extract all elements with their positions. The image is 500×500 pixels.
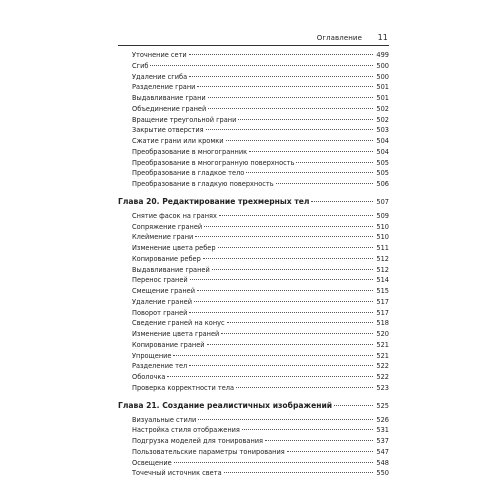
- toc-entry-label: Упрощение: [132, 351, 172, 360]
- toc-entry-page: 521: [376, 340, 389, 349]
- toc-entry-page: 512: [376, 254, 389, 263]
- toc-entry-page: 547: [376, 447, 389, 456]
- toc-entry-label: Снятие фасок на гранях: [132, 211, 217, 220]
- toc-entry-label: Изменение цвета ребер: [132, 244, 216, 252]
- toc-entry-row: [118, 275, 389, 286]
- toc-chapter-row: [118, 397, 389, 415]
- toc-chapter-row: [118, 193, 389, 211]
- toc-entry-label: Разделение грани: [132, 83, 196, 92]
- dot-leader: [190, 279, 373, 280]
- dot-leader: [265, 440, 373, 441]
- dot-leader: [189, 312, 373, 313]
- toc-entry-page: 515: [376, 287, 389, 295]
- toc-entry-label: Удаление граней: [132, 297, 192, 306]
- toc-entry-label: Оболочка: [132, 373, 166, 381]
- toc-entry-label: Сопряжение граней: [132, 222, 203, 231]
- toc-entry-row: [118, 136, 389, 147]
- toc-entry-row: [118, 340, 389, 351]
- dot-leader: [203, 258, 373, 259]
- dot-leader: [287, 451, 373, 452]
- toc-entry-row: [118, 415, 389, 426]
- toc-entry-row: [118, 211, 389, 222]
- toc-entry-page: 550: [376, 469, 389, 478]
- dot-leader: [227, 322, 373, 323]
- toc-entry-row: [118, 329, 389, 340]
- dot-leader: [212, 269, 373, 270]
- toc-entry-page: 502: [376, 115, 389, 124]
- running-header-title: Оглавление: [316, 34, 362, 42]
- toc-entry-label: Вращение треугольной грани: [132, 115, 237, 124]
- toc-entry-page: 500: [376, 61, 389, 70]
- toc-entry-row: [118, 61, 389, 72]
- toc-entry-page: 537: [376, 437, 389, 445]
- toc-entry-label: Выдавливание граней: [132, 265, 210, 274]
- running-header: [118, 33, 390, 45]
- toc-entry-page: 503: [376, 126, 389, 135]
- toc-entry-label: Клеймение грани: [132, 233, 194, 242]
- toc-entry-label: Сгиб: [132, 61, 149, 70]
- toc-entry-row: [118, 308, 389, 319]
- toc-entry-label: Объединение граней: [132, 104, 207, 113]
- toc-entry-row: [118, 351, 389, 362]
- toc-entry-label: Глава 20. Редактирование трехмерных тел: [118, 196, 310, 206]
- toc-entry-page: 520: [376, 330, 389, 338]
- toc-entry-page: 505: [376, 169, 389, 178]
- toc-entry-page: 525: [376, 401, 389, 410]
- dot-leader: [198, 419, 373, 420]
- toc-entry-label: Закрытие отверстия: [132, 126, 204, 135]
- toc-entry-row: [118, 158, 389, 169]
- dot-leader: [189, 54, 373, 55]
- toc-entry-page: 504: [376, 137, 389, 145]
- toc-entry-row: [118, 50, 389, 61]
- toc-entry-label: Преобразование в гладкое тело: [132, 169, 245, 178]
- toc-entry-row: [118, 265, 389, 276]
- toc-entry-page: 500: [376, 72, 389, 81]
- toc-entry-row: [118, 93, 389, 104]
- page-number: 11: [377, 33, 388, 42]
- dot-leader: [219, 215, 373, 216]
- dot-leader: [226, 140, 373, 141]
- toc-entry-label: Копирование ребер: [132, 254, 201, 263]
- header-rule: [118, 45, 389, 46]
- toc-entry-row: [118, 147, 389, 158]
- toc-entry-row: [118, 232, 389, 243]
- dot-leader: [311, 201, 373, 202]
- toc-entry-page: 510: [376, 222, 389, 231]
- toc-entry-label: Уточнение сети: [132, 51, 187, 59]
- dot-leader: [224, 472, 373, 473]
- toc-entry-label: Удаление сгиба: [132, 72, 188, 81]
- dot-leader: [189, 365, 373, 366]
- dot-leader: [296, 162, 373, 163]
- dot-leader: [218, 247, 373, 248]
- toc-entry-page: 501: [376, 83, 389, 92]
- toc-entry-page: 517: [376, 297, 389, 306]
- dot-leader: [249, 151, 373, 152]
- toc-entry-page: 507: [376, 197, 389, 206]
- dot-leader: [208, 108, 373, 109]
- toc-entry-row: [118, 383, 389, 394]
- dot-leader: [173, 355, 373, 356]
- dot-leader: [246, 172, 373, 173]
- toc-entry-label: Преобразование в многогранник: [132, 147, 248, 156]
- toc-entry-label: Глава 21. Создание реалистичных изображений: [118, 400, 333, 410]
- dot-leader: [221, 333, 373, 334]
- toc-entry-page: 501: [376, 94, 389, 102]
- toc-entry-page: 526: [376, 415, 389, 424]
- toc-entry-label: Сведение граней на конус: [132, 319, 225, 328]
- toc-entry-label: Точечный источник света: [132, 469, 222, 478]
- dot-leader: [238, 119, 373, 120]
- toc-entry-label: Изменение цвета граней: [132, 330, 220, 338]
- toc-entry-label: Разделение тел: [132, 362, 188, 371]
- toc-entry-row: [118, 286, 389, 297]
- toc-entry-row: [118, 318, 389, 329]
- toc-entry-row: [118, 179, 389, 190]
- toc-entry-page: 510: [376, 233, 389, 242]
- toc-entry-row: [118, 468, 389, 479]
- toc-entry-row: [118, 104, 389, 115]
- toc-entry-page: 521: [376, 351, 389, 360]
- dot-leader: [167, 376, 373, 377]
- toc-entry-page: 522: [376, 373, 389, 381]
- toc-entry-label: Проверка корректности тела: [132, 383, 235, 392]
- toc-entry-row: [118, 115, 389, 126]
- toc-entry-page: 502: [376, 104, 389, 113]
- toc-entry-row: [118, 447, 389, 458]
- toc-entry-label: Поворот граней: [132, 308, 188, 317]
- toc-entry-row: [118, 254, 389, 265]
- toc-entry-page: 548: [376, 458, 389, 467]
- toc-entry-label: Смещение граней: [132, 287, 195, 295]
- toc-entry-label: Пользовательские параметры тонирования: [132, 447, 285, 456]
- toc-entry-page: 499: [376, 51, 389, 59]
- dot-leader: [207, 344, 373, 345]
- toc-entry-page: 523: [376, 383, 389, 392]
- dot-leader: [206, 129, 373, 130]
- toc-entry-page: 522: [376, 362, 389, 371]
- toc-entry-label: Визуальные стили: [132, 415, 197, 424]
- toc-entry-page: 512: [376, 265, 389, 274]
- toc-entry-page: 514: [376, 276, 389, 285]
- toc-entry-row: [118, 297, 389, 308]
- toc-entry-row: [118, 243, 389, 254]
- toc-entry-label: Копирование граней: [132, 340, 205, 349]
- toc-entry-label: Сжатие грани или кромки: [132, 137, 224, 145]
- dot-leader: [236, 387, 373, 388]
- toc-entry-page: 509: [376, 211, 389, 220]
- dot-leader: [197, 86, 373, 87]
- dot-leader: [195, 236, 373, 237]
- toc-entry-row: [118, 72, 389, 83]
- dot-leader: [194, 301, 373, 302]
- dot-leader: [197, 290, 373, 291]
- toc-entry-label: Настройка стиля отображения: [132, 426, 240, 435]
- toc-entry-row: [118, 425, 389, 436]
- toc-entry-label: Освещение: [132, 458, 172, 467]
- dot-leader: [334, 405, 373, 406]
- toc-entry-row: [118, 372, 389, 383]
- toc-entry-page: 517: [376, 308, 389, 317]
- dot-leader: [189, 76, 373, 77]
- dot-leader: [174, 462, 373, 463]
- toc-entry-label: Выдавливание грани: [132, 94, 206, 102]
- dot-leader: [204, 226, 373, 227]
- dot-leader: [150, 65, 373, 66]
- toc-entry-label: Перенос граней: [132, 276, 188, 285]
- toc-entry-row: [118, 125, 389, 136]
- toc-entry-row: [118, 168, 389, 179]
- toc-entry-page: 531: [376, 426, 389, 435]
- toc-entry-page: 506: [376, 180, 389, 188]
- toc-entry-page: 511: [376, 244, 389, 252]
- toc-entry-row: [118, 222, 389, 233]
- toc-entry-label: Подгрузка моделей для тонирования: [132, 437, 264, 445]
- dot-leader: [276, 183, 373, 184]
- toc-entry-row: [118, 82, 389, 93]
- table-of-contents: [118, 50, 389, 479]
- toc-entry-page: 518: [376, 319, 389, 328]
- toc-entry-label: Преобразование в гладкую поверхность: [132, 180, 274, 188]
- dot-leader: [208, 97, 373, 98]
- dot-leader: [242, 429, 373, 430]
- toc-entry-label: Преобразование в многогранную поверхность: [132, 158, 295, 167]
- toc-entry-page: 505: [376, 158, 389, 167]
- toc-entry-page: 504: [376, 147, 389, 156]
- toc-entry-row: [118, 458, 389, 469]
- toc-entry-row: [118, 436, 389, 447]
- toc-entry-row: [118, 361, 389, 372]
